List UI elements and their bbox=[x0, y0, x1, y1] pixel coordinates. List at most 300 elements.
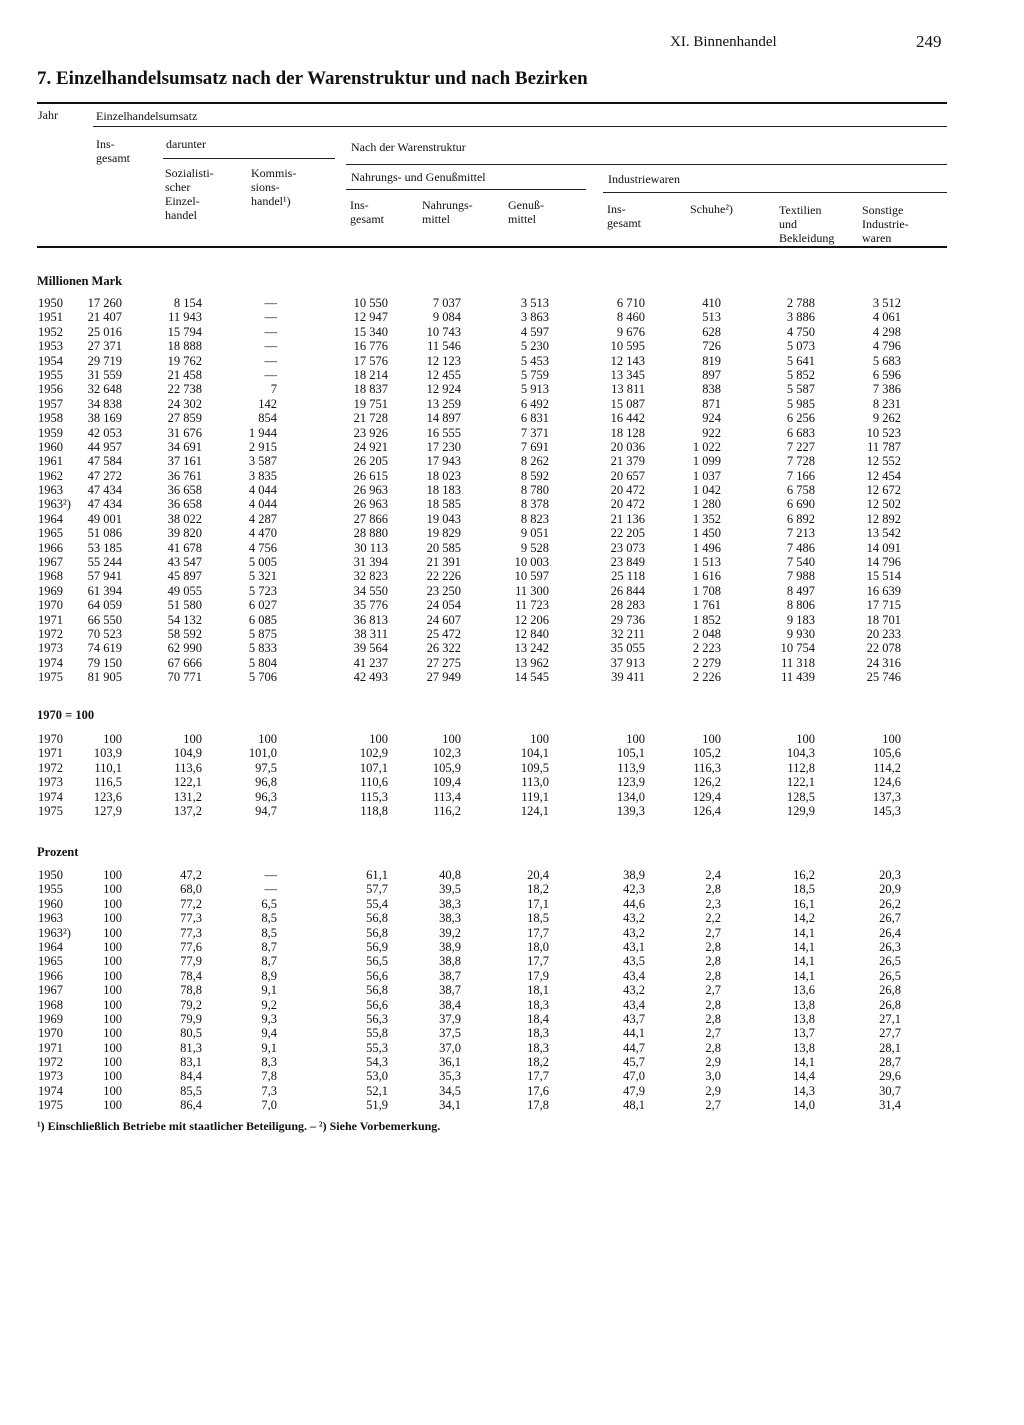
cell-iw-insgesamt: 44,1 bbox=[623, 1026, 645, 1041]
cell-year: 1972 bbox=[38, 1055, 63, 1070]
header-insgesamt: Ins- gesamt bbox=[96, 137, 130, 165]
cell-kommission: 96,3 bbox=[255, 789, 277, 804]
table-row bbox=[0, 613, 1024, 627]
cell-genussmittel: 5 759 bbox=[520, 367, 549, 382]
cell-kommission: — bbox=[264, 882, 277, 897]
cell-iw-insgesamt: 28 283 bbox=[610, 598, 645, 613]
cell-schuhe: 2,8 bbox=[705, 968, 721, 983]
cell-textilien: 13,8 bbox=[793, 1040, 815, 1055]
cell-textilien: 7 166 bbox=[786, 468, 815, 483]
cell-year: 1962 bbox=[38, 468, 63, 483]
cell-year: 1966 bbox=[38, 968, 63, 983]
header-sonstige: Sonstige Industrie- waren bbox=[862, 203, 909, 245]
cell-schuhe: 2,8 bbox=[705, 939, 721, 954]
cell-insgesamt: 70 523 bbox=[87, 626, 122, 641]
cell-sonstige: 26,5 bbox=[879, 954, 901, 969]
cell-year: 1968 bbox=[38, 569, 63, 584]
cell-schuhe: 2 279 bbox=[692, 655, 721, 670]
cell-insgesamt: 47 272 bbox=[87, 468, 122, 483]
cell-schuhe: 1 852 bbox=[692, 612, 721, 627]
cell-sozialistisch: 47,2 bbox=[180, 868, 202, 882]
cell-sonstige: 7 386 bbox=[872, 382, 901, 397]
cell-textilien: 112,8 bbox=[787, 760, 815, 775]
cell-kommission: 8,5 bbox=[261, 911, 277, 926]
cell-schuhe: 726 bbox=[702, 339, 721, 354]
cell-sonstige: 13 542 bbox=[866, 526, 901, 541]
table-row bbox=[0, 882, 1024, 896]
cell-year: 1974 bbox=[38, 655, 63, 670]
cell-ng-insgesamt: 56,8 bbox=[366, 925, 388, 940]
table-row bbox=[0, 584, 1024, 598]
cell-insgesamt: 100 bbox=[103, 1069, 122, 1084]
cell-nahrungsmittel: 9 084 bbox=[432, 310, 461, 325]
cell-sonstige: 12 502 bbox=[866, 497, 901, 512]
table-row bbox=[0, 790, 1024, 804]
cell-year: 1963²) bbox=[38, 925, 71, 940]
cell-sozialistisch: 80,5 bbox=[180, 1026, 202, 1041]
section-label-millionen: Millionen Mark bbox=[37, 274, 123, 288]
cell-textilien: 129,9 bbox=[786, 803, 815, 818]
table-row bbox=[0, 469, 1024, 483]
cell-ng-insgesamt: 115,3 bbox=[360, 789, 388, 804]
cell-insgesamt: 32 648 bbox=[87, 382, 122, 397]
cell-insgesamt: 25 016 bbox=[87, 324, 122, 339]
cell-schuhe: 1 042 bbox=[692, 483, 721, 498]
cell-textilien: 11 318 bbox=[781, 655, 815, 670]
cell-textilien: 6 758 bbox=[786, 483, 815, 498]
cell-nahrungsmittel: 20 585 bbox=[426, 540, 461, 555]
cell-iw-insgesamt: 20 472 bbox=[610, 483, 645, 498]
cell-iw-insgesamt: 32 211 bbox=[611, 626, 645, 641]
cell-sonstige: 8 231 bbox=[872, 396, 901, 411]
cell-nahrungsmittel: 24 607 bbox=[426, 612, 461, 627]
cell-sonstige: 16 639 bbox=[866, 583, 901, 598]
cell-schuhe: 1 099 bbox=[692, 454, 721, 469]
cell-insgesamt: 100 bbox=[103, 868, 122, 882]
cell-genussmittel: 119,1 bbox=[521, 789, 549, 804]
cell-ng-insgesamt: 55,4 bbox=[366, 896, 388, 911]
cell-textilien: 18,5 bbox=[793, 882, 815, 897]
cell-year: 1953 bbox=[38, 339, 63, 354]
cell-textilien: 8 806 bbox=[786, 598, 815, 613]
cell-kommission: 8,3 bbox=[261, 1055, 277, 1070]
cell-sozialistisch: 81,3 bbox=[180, 1040, 202, 1055]
cell-kommission: — bbox=[264, 353, 277, 368]
cell-iw-insgesamt: 37 913 bbox=[610, 655, 645, 670]
cell-year: 1970 bbox=[38, 598, 63, 613]
cell-genussmittel: 18,0 bbox=[527, 939, 549, 954]
cell-sozialistisch: 137,2 bbox=[173, 803, 202, 818]
cell-ng-insgesamt: 56,9 bbox=[366, 939, 388, 954]
cell-nahrungsmittel: 39,2 bbox=[439, 925, 461, 940]
cell-sozialistisch: 78,8 bbox=[180, 983, 202, 998]
cell-nahrungsmittel: 38,7 bbox=[439, 983, 461, 998]
cell-ng-insgesamt: 28 880 bbox=[353, 526, 388, 541]
cell-schuhe: 126,2 bbox=[692, 775, 721, 790]
cell-kommission: 8,9 bbox=[261, 968, 277, 983]
cell-ng-insgesamt: 32 823 bbox=[353, 569, 388, 584]
cell-sonstige: 28,7 bbox=[879, 1055, 901, 1070]
cell-iw-insgesamt: 13 811 bbox=[611, 382, 645, 397]
cell-ng-insgesamt: 39 564 bbox=[353, 641, 388, 656]
cell-sozialistisch: 21 458 bbox=[167, 367, 202, 382]
cell-iw-insgesamt: 47,0 bbox=[623, 1069, 645, 1084]
table-row bbox=[0, 339, 1024, 353]
table-row bbox=[0, 969, 1024, 983]
cell-nahrungsmittel: 102,3 bbox=[432, 746, 461, 761]
table-row bbox=[0, 397, 1024, 411]
cell-kommission: — bbox=[264, 324, 277, 339]
cell-ng-insgesamt: 56,8 bbox=[366, 911, 388, 926]
cell-insgesamt: 100 bbox=[103, 983, 122, 998]
cell-insgesamt: 31 559 bbox=[87, 367, 122, 382]
rule-under-industriewaren bbox=[603, 192, 947, 193]
cell-nahrungsmittel: 14 897 bbox=[426, 411, 461, 426]
cell-year: 1975 bbox=[38, 803, 63, 818]
cell-ng-insgesamt: 26 963 bbox=[353, 483, 388, 498]
cell-nahrungsmittel: 36,1 bbox=[439, 1055, 461, 1070]
cell-ng-insgesamt: 15 340 bbox=[353, 324, 388, 339]
cell-schuhe: 2,8 bbox=[705, 954, 721, 969]
cell-nahrungsmittel: 19 043 bbox=[426, 511, 461, 526]
cell-schuhe: 2,3 bbox=[705, 896, 721, 911]
cell-year: 1970 bbox=[38, 1026, 63, 1041]
cell-iw-insgesamt: 23 849 bbox=[610, 555, 645, 570]
cell-textilien: 8 497 bbox=[786, 583, 815, 598]
cell-schuhe: 2,8 bbox=[705, 1040, 721, 1055]
cell-textilien: 7 728 bbox=[786, 454, 815, 469]
cell-iw-insgesamt: 45,7 bbox=[623, 1055, 645, 1070]
cell-kommission: — bbox=[264, 868, 277, 882]
table-row bbox=[0, 368, 1024, 382]
cell-year: 1960 bbox=[38, 439, 63, 454]
table-row bbox=[0, 954, 1024, 968]
table-row bbox=[0, 940, 1024, 954]
cell-kommission: 2 915 bbox=[248, 439, 277, 454]
cell-year: 1966 bbox=[38, 540, 63, 555]
cell-schuhe: 2,8 bbox=[705, 1011, 721, 1026]
cell-insgesamt: 44 957 bbox=[87, 439, 122, 454]
cell-sozialistisch: 131,2 bbox=[173, 789, 202, 804]
cell-ng-insgesamt: 56,6 bbox=[366, 968, 388, 983]
cell-ng-insgesamt: 118,8 bbox=[360, 803, 388, 818]
cell-kommission: 5 723 bbox=[248, 583, 277, 598]
cell-nahrungsmittel: 17 230 bbox=[426, 439, 461, 454]
cell-textilien: 5 852 bbox=[786, 367, 815, 382]
cell-ng-insgesamt: 35 776 bbox=[353, 598, 388, 613]
cell-sonstige: 30,7 bbox=[879, 1083, 901, 1098]
cell-sozialistisch: 15 794 bbox=[167, 324, 202, 339]
cell-schuhe: 1 513 bbox=[692, 555, 721, 570]
cell-textilien: 4 750 bbox=[786, 324, 815, 339]
cell-sozialistisch: 43 547 bbox=[167, 555, 202, 570]
cell-schuhe: 2,9 bbox=[705, 1083, 721, 1098]
cell-ng-insgesamt: 18 214 bbox=[353, 367, 388, 382]
cell-sonstige: 26,5 bbox=[879, 968, 901, 983]
cell-insgesamt: 100 bbox=[103, 1098, 122, 1113]
cell-genussmittel: 17,9 bbox=[527, 968, 549, 983]
table-row bbox=[0, 310, 1024, 324]
cell-sozialistisch: 77,9 bbox=[180, 954, 202, 969]
table-row bbox=[0, 325, 1024, 339]
cell-sozialistisch: 113,6 bbox=[174, 760, 202, 775]
cell-kommission: 8,7 bbox=[261, 939, 277, 954]
cell-kommission: 9,1 bbox=[261, 1040, 277, 1055]
table-row bbox=[0, 1026, 1024, 1040]
cell-sozialistisch: 85,5 bbox=[180, 1083, 202, 1098]
cell-insgesamt: 116,5 bbox=[94, 775, 122, 790]
cell-sonstige: 10 523 bbox=[866, 425, 901, 440]
cell-insgesamt: 100 bbox=[103, 997, 122, 1012]
cell-kommission: 9,4 bbox=[261, 1026, 277, 1041]
cell-textilien: 3 886 bbox=[786, 310, 815, 325]
cell-kommission: 4 756 bbox=[248, 540, 277, 555]
cell-genussmittel: 17,7 bbox=[527, 954, 549, 969]
cell-sozialistisch: 78,4 bbox=[180, 968, 202, 983]
cell-ng-insgesamt: 23 926 bbox=[353, 425, 388, 440]
cell-schuhe: 3,0 bbox=[705, 1069, 721, 1084]
table-row bbox=[0, 897, 1024, 911]
cell-ng-insgesamt: 10 550 bbox=[353, 296, 388, 310]
cell-genussmittel: 6 492 bbox=[520, 396, 549, 411]
cell-schuhe: 2 223 bbox=[692, 641, 721, 656]
cell-year: 1972 bbox=[38, 626, 63, 641]
header-jahr: Jahr bbox=[38, 108, 58, 122]
cell-kommission: 8,7 bbox=[261, 954, 277, 969]
cell-year: 1970 bbox=[38, 732, 63, 746]
cell-textilien: 13,8 bbox=[793, 997, 815, 1012]
cell-iw-insgesamt: 12 143 bbox=[610, 353, 645, 368]
cell-iw-insgesamt: 6 710 bbox=[616, 296, 645, 310]
cell-insgesamt: 17 260 bbox=[87, 296, 122, 310]
cell-insgesamt: 29 719 bbox=[87, 353, 122, 368]
cell-genussmittel: 18,5 bbox=[527, 911, 549, 926]
cell-iw-insgesamt: 23 073 bbox=[610, 540, 645, 555]
cell-ng-insgesamt: 51,9 bbox=[366, 1098, 388, 1113]
cell-genussmittel: 3 513 bbox=[520, 296, 549, 310]
cell-year: 1963 bbox=[38, 911, 63, 926]
cell-textilien: 100 bbox=[796, 732, 815, 746]
cell-genussmittel: 18,3 bbox=[527, 997, 549, 1012]
cell-sonstige: 4 298 bbox=[872, 324, 901, 339]
cell-sozialistisch: 77,6 bbox=[180, 939, 202, 954]
cell-genussmittel: 8 262 bbox=[520, 454, 549, 469]
rule-under-darunter bbox=[163, 158, 335, 159]
cell-ng-insgesamt: 12 947 bbox=[353, 310, 388, 325]
cell-schuhe: 2 226 bbox=[692, 670, 721, 685]
table-row bbox=[0, 761, 1024, 775]
cell-kommission: 97,5 bbox=[255, 760, 277, 775]
cell-sonstige: 27,1 bbox=[879, 1011, 901, 1026]
table-row bbox=[0, 296, 1024, 310]
cell-textilien: 9 930 bbox=[786, 626, 815, 641]
cell-ng-insgesamt: 16 776 bbox=[353, 339, 388, 354]
table-row bbox=[0, 1084, 1024, 1098]
cell-insgesamt: 100 bbox=[103, 925, 122, 940]
cell-textilien: 122,1 bbox=[786, 775, 815, 790]
cell-kommission: 6,5 bbox=[261, 896, 277, 911]
cell-nahrungsmittel: 35,3 bbox=[439, 1069, 461, 1084]
cell-insgesamt: 47 434 bbox=[87, 483, 122, 498]
cell-schuhe: 116,3 bbox=[693, 760, 721, 775]
footnote: ¹) Einschließlich Betriebe mit staatlicher Beteiligung. – ²) Siehe Vorbemerkung. bbox=[37, 1119, 441, 1133]
cell-nahrungsmittel: 38,3 bbox=[439, 911, 461, 926]
cell-insgesamt: 38 169 bbox=[87, 411, 122, 426]
cell-textilien: 6 892 bbox=[786, 511, 815, 526]
cell-year: 1960 bbox=[38, 896, 63, 911]
cell-kommission: 142 bbox=[258, 396, 277, 411]
cell-nahrungsmittel: 39,5 bbox=[439, 882, 461, 897]
cell-textilien: 104,3 bbox=[786, 746, 815, 761]
cell-sonstige: 14 091 bbox=[866, 540, 901, 555]
cell-insgesamt: 66 550 bbox=[87, 612, 122, 627]
header-darunter: darunter bbox=[166, 137, 206, 151]
cell-iw-insgesamt: 38,9 bbox=[623, 868, 645, 882]
cell-year: 1952 bbox=[38, 324, 63, 339]
cell-schuhe: 2,8 bbox=[705, 882, 721, 897]
cell-genussmittel: 8 592 bbox=[520, 468, 549, 483]
cell-ng-insgesamt: 100 bbox=[369, 732, 388, 746]
cell-schuhe: 2,4 bbox=[705, 868, 721, 882]
cell-year: 1961 bbox=[38, 454, 63, 469]
cell-kommission: 1 944 bbox=[248, 425, 277, 440]
cell-kommission: 4 470 bbox=[248, 526, 277, 541]
cell-genussmittel: 17,7 bbox=[527, 925, 549, 940]
cell-kommission: 94,7 bbox=[255, 803, 277, 818]
cell-year: 1955 bbox=[38, 367, 63, 382]
cell-genussmittel: 4 597 bbox=[520, 324, 549, 339]
cell-kommission: 6 027 bbox=[248, 598, 277, 613]
cell-sonstige: 124,6 bbox=[872, 775, 901, 790]
table-row bbox=[0, 868, 1024, 882]
table-row bbox=[0, 598, 1024, 612]
cell-sozialistisch: 104,9 bbox=[173, 746, 202, 761]
cell-textilien: 5 641 bbox=[786, 353, 815, 368]
cell-sonstige: 114,2 bbox=[873, 760, 901, 775]
cell-genussmittel: 17,7 bbox=[527, 1069, 549, 1084]
cell-year: 1971 bbox=[38, 1040, 63, 1055]
cell-textilien: 7 988 bbox=[786, 569, 815, 584]
cell-year: 1967 bbox=[38, 983, 63, 998]
table-row bbox=[0, 746, 1024, 760]
cell-year: 1973 bbox=[38, 775, 63, 790]
cell-iw-insgesamt: 43,2 bbox=[623, 911, 645, 926]
cell-nahrungsmittel: 37,0 bbox=[439, 1040, 461, 1055]
cell-textilien: 11 439 bbox=[781, 670, 815, 685]
cell-ng-insgesamt: 38 311 bbox=[354, 626, 388, 641]
cell-year: 1971 bbox=[38, 746, 63, 761]
cell-schuhe: 1 708 bbox=[692, 583, 721, 598]
cell-genussmittel: 9 528 bbox=[520, 540, 549, 555]
table-row bbox=[0, 411, 1024, 425]
header-kommission: Kommis- sions- handel¹) bbox=[251, 166, 297, 208]
cell-kommission: — bbox=[264, 310, 277, 325]
cell-schuhe: 1 037 bbox=[692, 468, 721, 483]
section-label-index: 1970 = 100 bbox=[37, 708, 95, 722]
cell-insgesamt: 100 bbox=[103, 1040, 122, 1055]
cell-nahrungsmittel: 17 943 bbox=[426, 454, 461, 469]
cell-year: 1965 bbox=[38, 526, 63, 541]
cell-sozialistisch: 122,1 bbox=[173, 775, 202, 790]
cell-genussmittel: 3 863 bbox=[520, 310, 549, 325]
cell-nahrungsmittel: 34,5 bbox=[439, 1083, 461, 1098]
cell-insgesamt: 100 bbox=[103, 1011, 122, 1026]
header-schuhe: Schuhe²) bbox=[690, 202, 733, 216]
running-head: XI. Binnenhandel bbox=[670, 34, 777, 50]
cell-schuhe: 2,2 bbox=[705, 911, 721, 926]
cell-sonstige: 137,3 bbox=[872, 789, 901, 804]
cell-kommission: 3 835 bbox=[248, 468, 277, 483]
cell-genussmittel: 8 378 bbox=[520, 497, 549, 512]
cell-genussmittel: 104,1 bbox=[520, 746, 549, 761]
cell-insgesamt: 100 bbox=[103, 968, 122, 983]
cell-schuhe: 2,9 bbox=[705, 1055, 721, 1070]
cell-iw-insgesamt: 26 844 bbox=[610, 583, 645, 598]
cell-sozialistisch: 77,3 bbox=[180, 925, 202, 940]
cell-sonstige: 20 233 bbox=[866, 626, 901, 641]
cell-sozialistisch: 86,4 bbox=[180, 1098, 202, 1113]
cell-iw-insgesamt: 113,9 bbox=[617, 760, 645, 775]
cell-sonstige: 9 262 bbox=[872, 411, 901, 426]
cell-sonstige: 3 512 bbox=[872, 296, 901, 310]
cell-insgesamt: 21 407 bbox=[87, 310, 122, 325]
cell-textilien: 7 213 bbox=[786, 526, 815, 541]
cell-iw-insgesamt: 47,9 bbox=[623, 1083, 645, 1098]
cell-textilien: 7 486 bbox=[786, 540, 815, 555]
cell-genussmittel: 13 962 bbox=[514, 655, 549, 670]
cell-schuhe: 2,8 bbox=[705, 997, 721, 1012]
cell-iw-insgesamt: 29 736 bbox=[610, 612, 645, 627]
cell-genussmittel: 10 597 bbox=[514, 569, 549, 584]
cell-iw-insgesamt: 10 595 bbox=[610, 339, 645, 354]
section-grid-index bbox=[0, 732, 1024, 818]
header-genussmittel: Genuß- mittel bbox=[508, 198, 544, 226]
cell-sonstige: 12 454 bbox=[866, 468, 901, 483]
cell-nahrungsmittel: 21 391 bbox=[426, 555, 461, 570]
cell-schuhe: 105,2 bbox=[692, 746, 721, 761]
cell-kommission: 5 005 bbox=[248, 555, 277, 570]
cell-textilien: 13,6 bbox=[793, 983, 815, 998]
table-row bbox=[0, 641, 1024, 655]
cell-sozialistisch: 11 943 bbox=[168, 310, 202, 325]
cell-iw-insgesamt: 21 136 bbox=[610, 511, 645, 526]
cell-genussmittel: 9 051 bbox=[520, 526, 549, 541]
cell-ng-insgesamt: 19 751 bbox=[353, 396, 388, 411]
table-row bbox=[0, 1041, 1024, 1055]
table-row bbox=[0, 483, 1024, 497]
cell-nahrungsmittel: 7 037 bbox=[432, 296, 461, 310]
cell-sozialistisch: 19 762 bbox=[167, 353, 202, 368]
cell-iw-insgesamt: 20 657 bbox=[610, 468, 645, 483]
header-nahrung-genuss: Nahrungs- und Genußmittel bbox=[351, 170, 486, 184]
rule-under-nahrung bbox=[346, 189, 586, 190]
cell-ng-insgesamt: 36 813 bbox=[353, 612, 388, 627]
cell-textilien: 14,1 bbox=[793, 1055, 815, 1070]
cell-year: 1958 bbox=[38, 411, 63, 426]
cell-ng-insgesamt: 53,0 bbox=[366, 1069, 388, 1084]
cell-textilien: 7 227 bbox=[786, 439, 815, 454]
cell-textilien: 6 690 bbox=[786, 497, 815, 512]
cell-ng-insgesamt: 102,9 bbox=[359, 746, 388, 761]
cell-iw-insgesamt: 13 345 bbox=[610, 367, 645, 382]
table-row bbox=[0, 911, 1024, 925]
cell-year: 1972 bbox=[38, 760, 63, 775]
cell-kommission: 9,3 bbox=[261, 1011, 277, 1026]
cell-sonstige: 15 514 bbox=[866, 569, 901, 584]
cell-sonstige: 145,3 bbox=[872, 803, 901, 818]
cell-insgesamt: 100 bbox=[103, 1083, 122, 1098]
cell-schuhe: 2 048 bbox=[692, 626, 721, 641]
